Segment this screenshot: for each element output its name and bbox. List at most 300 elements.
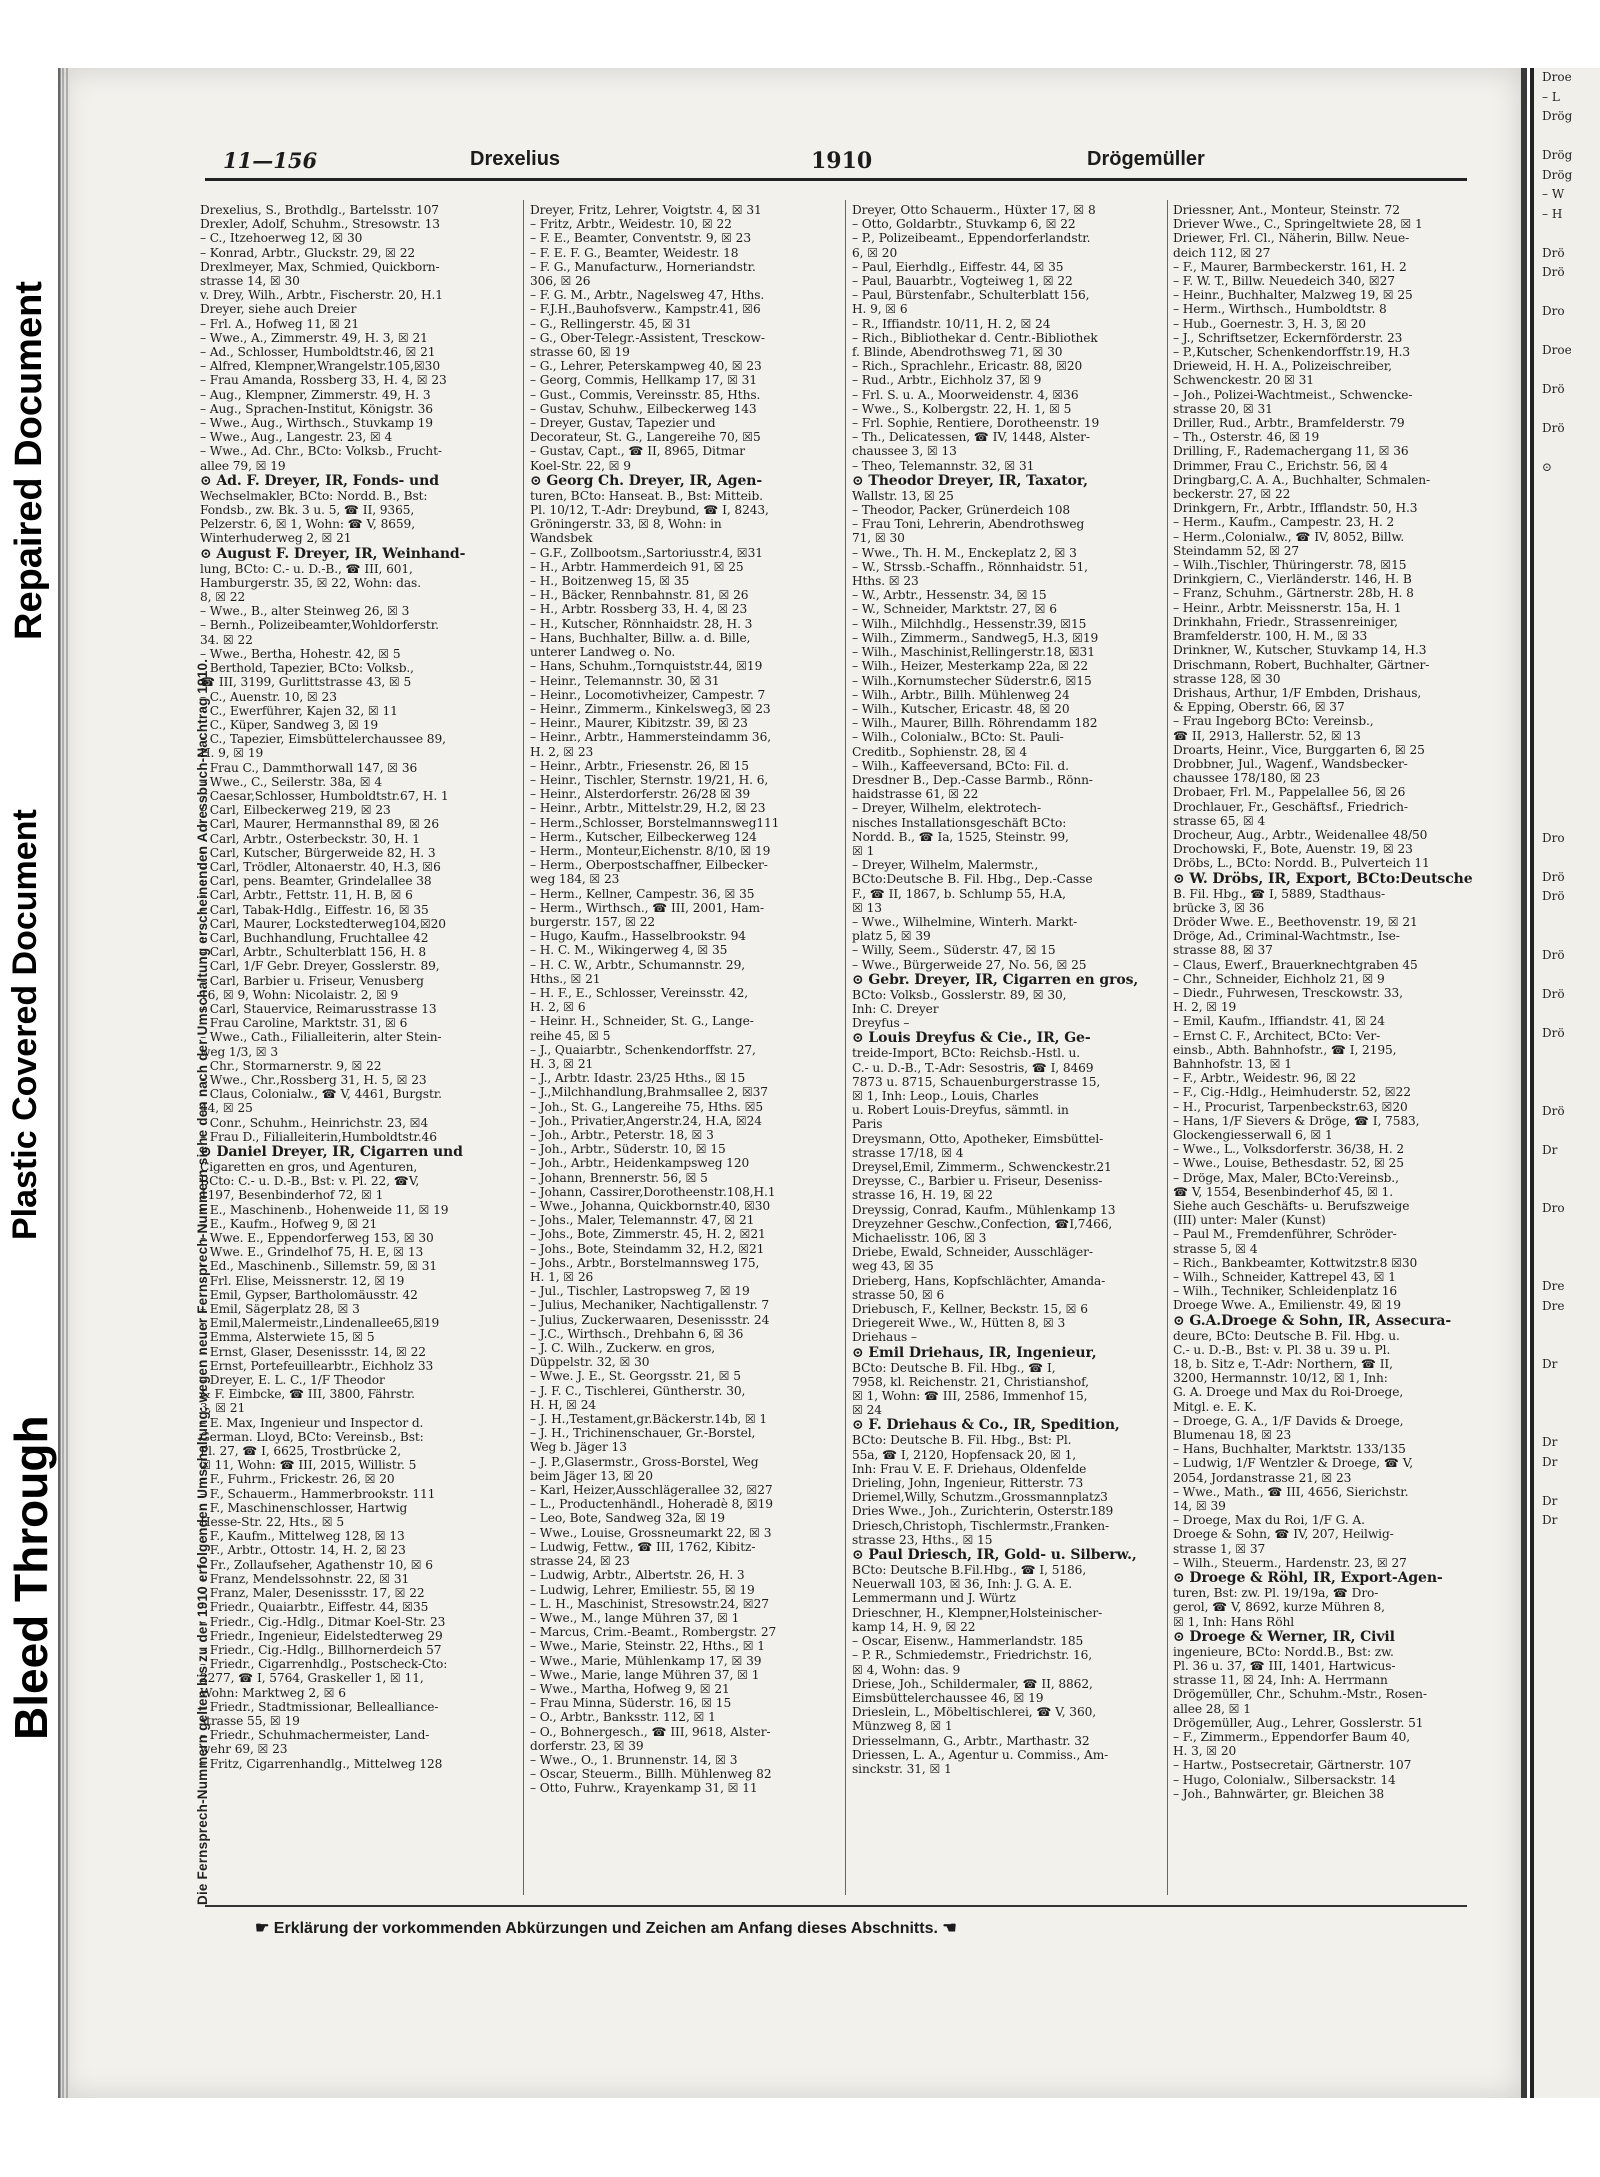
directory-entry-line: – O., Arbtr., Banksstr. 112, ☒ 1 bbox=[530, 1710, 716, 1725]
column-4 bbox=[1173, 203, 1473, 1903]
directory-entry-line: Driese, Joh., Schildermaler, ☎ II, 8862, bbox=[852, 1676, 1093, 1691]
directory-entry-line: & Epping, Oberstr. 66, ☒ 37 bbox=[1173, 700, 1345, 715]
directory-entry-line: – H., Boitzenweg 15, ☒ 35 bbox=[530, 574, 690, 589]
adjacent-page-fragment bbox=[1534, 1706, 1600, 1726]
directory-entry-line: – J. H., Trichinenschauer, Gr.-Borstel, bbox=[530, 1426, 756, 1441]
directory-entry-line: BCto: Volksb., Gosslerstr. 89, ☒ 30, bbox=[852, 987, 1067, 1002]
directory-entry-line: – Ludwig, Lehrer, Emiliestr. 55, ☒ 19 bbox=[530, 1582, 755, 1597]
directory-entry-line: – Joh., Arbtr., Süderstr. 10, ☒ 15 bbox=[530, 1142, 726, 1157]
adjacent-page-fragment: Dr bbox=[1542, 1454, 1558, 1469]
directory-entry-line: Driemel,Willy, Schutzm.,Grossmannplatz3 bbox=[852, 1490, 1108, 1505]
directory-entry-line: – G.F., Zollbootsm.,Sartoriusstr.4, ☒31 bbox=[530, 545, 763, 560]
directory-entry-line: – P.,Kutscher, Schenkendorffstr.19, H.3 bbox=[1173, 345, 1411, 360]
directory-entry-line: – L. H., Maschinist, Stresowstr.24, ☒27 bbox=[530, 1596, 769, 1611]
directory-entry-line: BCto: C.- u. D.-B., Bst: v. Pl. 22, ☎V, bbox=[200, 1174, 420, 1189]
directory-entry-line: – Emma, Alsterwiete 15, ☒ 5 bbox=[200, 1330, 375, 1345]
adjacent-page-fragment bbox=[1534, 1667, 1600, 1687]
directory-entry-line: – Th., Delicatessen, ☎ IV, 1448, Alster- bbox=[852, 430, 1090, 445]
adjacent-page-fragment bbox=[1534, 2077, 1600, 2097]
directory-entry-line: gerol, ☎ V, 8692, kurze Mühren 8, bbox=[1173, 1600, 1385, 1615]
adjacent-page-fragment: Drö bbox=[1542, 869, 1565, 884]
directory-entry-line: – J. H.,Testament,gr.Bäckerstr.14b, ☒ 1 bbox=[530, 1412, 768, 1427]
directory-entry-line: – F., Fuhrm., Frickestr. 26, ☒ 20 bbox=[200, 1472, 395, 1487]
directory-entry-line: – Wilh., Milchhdlg., Hessenstr.39, ☒15 bbox=[852, 616, 1087, 631]
directory-entry-line: Gröningerstr. 33, ☒ 8, Wohn: in bbox=[530, 517, 722, 532]
directory-entry-line: – Joh., Bahnwärter, gr. Bleichen 38 bbox=[1173, 1786, 1385, 1801]
adjacent-page-fragment bbox=[1534, 692, 1600, 712]
directory-entry-line: – Friedr., Stadtmissionar, Bellealliance- bbox=[200, 1699, 439, 1714]
directory-entry-line: – Wwe. E., Grindelhof 75, H. E, ☒ 13 bbox=[200, 1245, 424, 1260]
directory-entry-line: – Wwe., Chr.,Rossberg 31, H. 5, ☒ 23 bbox=[200, 1072, 427, 1087]
adjacent-page-fragment: Drö bbox=[1542, 1103, 1565, 1118]
directory-entry-line: lung, BCto: C.- u. D.-B., ☎ III, 601, bbox=[200, 561, 413, 576]
adjacent-page-fragment bbox=[1534, 1765, 1600, 1785]
directory-entry-line: – Wwe., Louise, Bethesdastr. 52, ☒ 25 bbox=[1173, 1156, 1404, 1171]
directory-entry-line: 44, ☒ 25 bbox=[200, 1101, 253, 1116]
directory-entry-line: – Wwe., Louise, Grossneumarkt 22, ☒ 3 bbox=[530, 1525, 772, 1540]
directory-entry-line: ⊙ F. Driehaus & Co., IR, Spedition, bbox=[852, 1417, 1120, 1434]
directory-entry-line: – Friedr., Cig.-Hdlg., Ditmar Koel-Str. 23 bbox=[200, 1614, 446, 1629]
directory-entry-line: Glockengiesserwall 6, ☒ 1 bbox=[1173, 1128, 1333, 1142]
directory-entry-line: – Wwe., Aug., Wirthsch., Stuvkamp 19 bbox=[200, 416, 433, 431]
directory-entry-line: – Wilh., Kutscher, Ericastr. 48, ☒ 20 bbox=[852, 701, 1070, 716]
adjacent-page-fragment bbox=[1534, 751, 1600, 771]
directory-entry-line: Driesselmann, G., Arbtr., Marthastr. 32 bbox=[852, 1733, 1090, 1748]
adjacent-page-fragment bbox=[1534, 1160, 1600, 1180]
adjacent-page-fragment bbox=[1534, 1648, 1600, 1668]
directory-entry-line: – Hugo, Kaufm., Hasselbrookstr. 94 bbox=[530, 929, 746, 944]
directory-entry-line: – Heinr., Tischler, Sternstr. 19/21, H. 6, bbox=[530, 772, 769, 787]
adjacent-page-fragment: – L bbox=[1542, 89, 1560, 104]
directory-entry-line: – Johann, Brennerstr. 56, ☒ 5 bbox=[530, 1170, 708, 1185]
directory-entry-line: Drischmann, Robert, Buchhalter, Gärtner- bbox=[1173, 657, 1430, 672]
adjacent-page-fragment bbox=[1534, 536, 1600, 556]
directory-entry-line: – J. F. C., Tischlerei, Güntherstr. 30, bbox=[530, 1383, 746, 1398]
directory-entry-line: – Dreyer, E. L. C., 1/F Theodor bbox=[200, 1373, 385, 1388]
adjacent-page-fragment bbox=[1534, 712, 1600, 732]
directory-entry-line: Drieweid, H. H. A., Polizeischreiber, bbox=[1173, 359, 1392, 374]
directory-entry-line: Schwenckestr. 20 ☒ 31 bbox=[1173, 373, 1314, 388]
directory-entry-line: – Rich., Sprachlehr., Ericastr. 88, ☒20 bbox=[852, 359, 1083, 374]
directory-entry-line: ☒ 1, Inh: Leop., Louis, Charles bbox=[852, 1088, 1039, 1103]
directory-entry-line: – F., Cig.-Hdlg., Heimhuderstr. 52, ☒22 bbox=[1173, 1085, 1411, 1100]
directory-entry-line: Dreysel,Emil, Zimmerm., Schwenckestr.21 bbox=[852, 1160, 1112, 1174]
directory-entry-line: – Dreyer, Wilhelm, elektrotech- bbox=[852, 801, 1042, 816]
adjacent-page-fragment bbox=[1534, 790, 1600, 810]
directory-entry-line: sinckstr. 31, ☒ 1 bbox=[852, 1761, 952, 1776]
directory-entry-line: – H., Arbtr. Rossberg 33, H. 4, ☒ 23 bbox=[530, 602, 748, 617]
adjacent-page-fragment: Drö bbox=[1542, 1025, 1565, 1040]
directory-entry-line: – Wwe., Bertha, Hohestr. 42, ☒ 5 bbox=[200, 646, 401, 661]
adjacent-page-fragment: Droe bbox=[1542, 343, 1572, 357]
directory-entry-line: Driewer, Frl. Cl., Näherin, Billw. Neue- bbox=[1173, 231, 1410, 246]
directory-entry-line: – Heinr. H., Schneider, St. G., Lange- bbox=[530, 1014, 754, 1029]
directory-entry-line: – Frl. S. u. A., Moorweidenstr. 4, ☒36 bbox=[852, 387, 1079, 402]
directory-entry-line: – Wwe., A., Zimmerstr. 49, H. 3, ☒ 21 bbox=[200, 330, 428, 345]
header-first-name: Drexelius bbox=[470, 148, 561, 170]
adjacent-page-fragment bbox=[1534, 224, 1600, 244]
directory-entry-line: Driever Wwe., C., Springeltwiete 28, ☒ 1 bbox=[1173, 217, 1423, 232]
directory-entry-line: burgerstr. 157, ☒ 22 bbox=[530, 914, 656, 929]
directory-entry-line: Drieschner, H., Klempner,Holsteinischer- bbox=[852, 1605, 1103, 1620]
directory-entry-line: – J., Quaiarbtr., Schenkendorffstr. 27, bbox=[530, 1042, 756, 1057]
directory-entry-line: – Carl, 1/F Gebr. Dreyer, Gosslerstr. 89, bbox=[200, 959, 440, 974]
directory-entry-line: – Herm.,Schlosser, Borstelmannsweg111 bbox=[530, 815, 780, 830]
adjacent-page-fragment bbox=[1534, 673, 1600, 693]
adjacent-page-fragment bbox=[1534, 2038, 1600, 2058]
directory-entry-line: – Ludwig, 1/F Wentzler & Droege, ☎ V, bbox=[1173, 1456, 1414, 1471]
column-divider bbox=[1167, 200, 1168, 1895]
directory-entry-line: – Carl, Buchhandlung, Fruchtallee 42 bbox=[200, 930, 429, 945]
directory-entry-line: – Theo, Telemannstr. 32, ☒ 31 bbox=[852, 458, 1035, 473]
directory-entry-line: – H. C. M., Wikingerweg 4, ☒ 35 bbox=[530, 943, 728, 958]
directory-entry-line: – Wilh., Colonialw., BCto: St. Pauli- bbox=[852, 730, 1064, 745]
directory-entry-line: Dreyzehner Geschw.,Confection, ☎I,7466, bbox=[852, 1216, 1113, 1231]
adjacent-page-fragment: Dr bbox=[1542, 1357, 1558, 1371]
directory-entry-line: – Emil, Sägerplatz 28, ☒ 3 bbox=[200, 1302, 360, 1317]
adjacent-page-fragment: – W bbox=[1542, 187, 1565, 201]
adjacent-page-fragment: Dr bbox=[1542, 1435, 1558, 1449]
directory-entry-line: – Emil, Kaufm., Iffiandstr. 41, ☒ 24 bbox=[1173, 1014, 1385, 1029]
directory-entry-line: – Herm., Wirthsch., Humboldtstr. 8 bbox=[1173, 302, 1387, 317]
adjacent-page-fragment bbox=[1534, 770, 1600, 790]
directory-entry-line: allee 79, ☒ 19 bbox=[200, 458, 286, 473]
directory-entry-line: – Wwe., Th. H. M., Enckeplatz 2, ☒ 3 bbox=[852, 545, 1077, 560]
directory-entry-line: f. Blinde, Abendrothsweg 71, ☒ 30 bbox=[852, 345, 1063, 360]
directory-entry-line: – Emil, Gypser, Bartholomäusstr. 42 bbox=[200, 1287, 418, 1302]
directory-entry-line: – Frau Ingeborg BCto: Vereinsb., bbox=[1173, 714, 1374, 729]
directory-entry-line: – Emil,Malermeistr.,Lindenallee65,☒19 bbox=[200, 1316, 440, 1331]
directory-entry-line: ⊙ Droege & Werner, IR, Civil bbox=[1173, 1628, 1395, 1645]
adjacent-page-fragment bbox=[1534, 400, 1600, 420]
directory-entry-line: 2277, ☎ I, 5764, Graskeller 1, ☒ 11, bbox=[200, 1671, 424, 1686]
column-3 bbox=[852, 203, 1162, 1903]
directory-entry-line: – J., Arbtr. Idastr. 23/25 Hths., ☒ 15 bbox=[530, 1071, 746, 1086]
header-rule bbox=[205, 178, 1467, 181]
directory-entry-line: – Wilh., Kaffeeversand, BCto: Fil. d. bbox=[852, 758, 1069, 773]
directory-entry-line: – Chr., Schneider, Eichholz 21, ☒ 9 bbox=[1173, 971, 1385, 986]
adjacent-page-fragment bbox=[1534, 1882, 1600, 1902]
directory-entry-line: strasse 65, ☒ 4 bbox=[1173, 813, 1266, 828]
directory-entry-line: (III) unter: Maler (Kunst) bbox=[1173, 1213, 1326, 1228]
adjacent-page-fragment: ⊙ bbox=[1542, 460, 1553, 474]
directory-entry-line: Weg b. Jäger 13 bbox=[530, 1440, 627, 1455]
directory-entry-line: – Joh., Polizei-Wachtmeist., Schwencke- bbox=[1173, 387, 1413, 402]
directory-entry-line: – J.C., Wirthsch., Drehbahn 6, ☒ 36 bbox=[530, 1326, 744, 1341]
directory-entry-line: Droarts, Heinr., Vice, Burggarten 6, ☒ 25 bbox=[1173, 742, 1425, 757]
directory-entry-line: – Carl, Arbtr., Osterbeckstr. 30, H. 1 bbox=[200, 831, 420, 846]
directory-entry-line: 1197, Besenbinderhof 72, ☒ 1 bbox=[200, 1188, 384, 1203]
directory-entry-line: 3200, Hermannstr. 10/12, ☒ 1, Inh: bbox=[1173, 1371, 1388, 1386]
adjacent-page-fragment bbox=[1534, 1550, 1600, 1570]
page-number: 11—156 bbox=[223, 148, 318, 173]
directory-entry-line: turen, Bst: zw. Pl. 19/19a, ☎ Dro- bbox=[1173, 1586, 1379, 1601]
directory-entry-line: Driehaus – bbox=[852, 1330, 917, 1345]
directory-entry-line: Drinkhahn, Friedr., Strassenreiniger, bbox=[1173, 614, 1398, 629]
directory-entry-line: – Herm., Kaufm., Campestr. 23, H. 2 bbox=[1173, 515, 1395, 530]
directory-entry-line: – F., Schauerm., Hammerbrookstr. 111 bbox=[200, 1486, 436, 1501]
directory-entry-line: – Rud., Arbtr., Eichholz 37, ☒ 9 bbox=[852, 373, 1042, 388]
adjacent-page-fragment bbox=[1534, 556, 1600, 576]
directory-entry-line: Hths. ☒ 23 bbox=[852, 574, 919, 589]
directory-entry-line: Inh: C. Dreyer bbox=[852, 1001, 939, 1016]
directory-entry-line: – G., Lehrer, Peterskampweg 40, ☒ 23 bbox=[530, 359, 762, 374]
adjacent-page-fragment bbox=[1534, 848, 1600, 868]
directory-entry-line: strasse 128, ☒ 30 bbox=[1173, 671, 1281, 686]
directory-entry-line: ☎ V, 1554, Besenbinderhof 45, ☒ 1. bbox=[1173, 1184, 1393, 1199]
directory-entry-line: 306, ☒ 26 bbox=[530, 274, 591, 289]
adjacent-page-fragment bbox=[1534, 595, 1600, 615]
directory-entry-line: – F., Kaufm., Mittelweg 128, ☒ 13 bbox=[200, 1529, 405, 1544]
adjacent-page-fragment bbox=[1534, 1375, 1600, 1395]
directory-entry-line: – Carl, pens. Beamter, Grindelallee 38 bbox=[200, 874, 432, 889]
column-divider bbox=[523, 200, 524, 1895]
directory-entry-line: – Wwe., Aug., Langestr. 23, ☒ 4 bbox=[200, 430, 393, 445]
directory-entry-line: – Wwe., Wilhelmine, Winterh. Markt- bbox=[852, 914, 1078, 929]
adjacent-page-fragment bbox=[1534, 478, 1600, 498]
adjacent-page-fragment bbox=[1534, 1531, 1600, 1551]
directory-entry-line: deich 112, ☒ 27 bbox=[1173, 245, 1271, 260]
directory-entry-line: – Hans, 1/F Sievers & Dröge, ☎ I, 7583, bbox=[1173, 1113, 1420, 1128]
directory-entry-line: – Konrad, Arbtr., Gluckstr. 29, ☒ 22 bbox=[200, 245, 416, 260]
directory-entry-line: Drexler, Adolf, Schuhm., Stresowstr. 13 bbox=[200, 217, 440, 232]
directory-entry-line: strasse 16, H. 19, ☒ 22 bbox=[852, 1188, 993, 1203]
directory-entry-line: Pelzerstr. 6, ☒ 1, Wohn: ☎ V, 8659, bbox=[200, 517, 415, 532]
directory-entry-line: – Wwe., Marie, Steinstr. 22, Hths., ☒ 1 bbox=[530, 1639, 765, 1654]
directory-entry-line: Dringbarg,C. A. A., Buchhalter, Schmalen- bbox=[1173, 472, 1430, 487]
directory-entry-line: Driebusch, F., Kellner, Beckstr. 15, ☒ 6 bbox=[852, 1302, 1088, 1317]
directory-entry-line: – Joh., Arbtr., Heidenkampsweg 120 bbox=[530, 1156, 750, 1171]
directory-entry-line: Michaelisstr. 106, ☒ 3 bbox=[852, 1231, 987, 1246]
directory-entry-line: – Claus, Colonialw., ☎ V, 4461, Burgstr. bbox=[200, 1087, 442, 1102]
adjacent-page-fragment: Dro bbox=[1542, 1201, 1565, 1215]
directory-entry-line: 2054, Jordanstrasse 21, ☒ 23 bbox=[1173, 1470, 1352, 1485]
adjacent-page-fragment bbox=[1534, 1979, 1600, 1999]
directory-entry-line: ⊙ Droege & Röhl, IR, Export-Agen- bbox=[1173, 1570, 1443, 1587]
adjacent-page-fragment: Drö bbox=[1542, 382, 1565, 396]
directory-entry-line: – Droege, G. A., 1/F Davids & Droege, bbox=[1173, 1413, 1404, 1428]
directory-entry-line: H. 3, ☒ 21 bbox=[530, 1056, 594, 1071]
directory-entry-line: strasse 55, ☒ 19 bbox=[200, 1713, 300, 1728]
directory-entry-line: – Joh., Privatier,Angerstr.24, H.A, ☒24 bbox=[530, 1113, 762, 1128]
directory-entry-line: – Herm.,Colonialw., ☎ IV, 8052, Billw. bbox=[1173, 529, 1405, 544]
directory-entry-line: Hesse-Str. 22, Hts., ☒ 5 bbox=[200, 1515, 344, 1530]
directory-entry-line: Eimsbüttelerchaussee 46, ☒ 19 bbox=[852, 1690, 1044, 1705]
directory-entry-line: – Oscar, Eisenw., Hammerlandstr. 185 bbox=[852, 1634, 1084, 1649]
directory-entry-line: Drinkner, W., Kutscher, Stuvkamp 14, H.3 bbox=[1173, 643, 1427, 658]
directory-entry-line: – Berthold, Tapezier, BCto: Volksb., bbox=[200, 661, 414, 676]
directory-entry-line: kamp 14, H. 9, ☒ 22 bbox=[852, 1619, 976, 1634]
adjacent-page-fragment bbox=[1534, 1960, 1600, 1980]
directory-entry-line: Driesch,Christoph, Tischlermstr.,Franken- bbox=[852, 1518, 1109, 1533]
directory-entry-line: 6, ☒ 20 bbox=[852, 245, 898, 260]
directory-entry-line: H. H, ☒ 24 bbox=[530, 1397, 597, 1412]
directory-entry-line: – Wilh., Zimmerm., Sandweg5, H.3, ☒19 bbox=[852, 630, 1099, 645]
directory-entry-line: ⊙ G.A.Droege & Sohn, IR, Assecura- bbox=[1173, 1312, 1452, 1329]
directory-entry-line: Drobaer, Frl. M., Pappelallee 56, ☒ 26 bbox=[1173, 785, 1406, 800]
directory-entry-line: – G., Ober-Telegr.-Assistent, Tresckow- bbox=[530, 330, 765, 345]
directory-entry-line: – Wilh., Schneider, Kattrepel 43, ☒ 1 bbox=[1173, 1270, 1396, 1285]
directory-entry-line: – Th., Osterstr. 46, ☒ 19 bbox=[1173, 430, 1320, 445]
directory-entry-line: – Fritz, Cigarrenhandlg., Mittelweg 128 bbox=[200, 1756, 443, 1771]
directory-entry-line: Drögemüller, Aug., Lehrer, Gosslerstr. 51 bbox=[1173, 1715, 1424, 1730]
directory-entry-line: Dreysmann, Otto, Apotheker, Eimsbüttel- bbox=[852, 1131, 1104, 1146]
directory-entry-line: – Leo, Bote, Sandweg 32a, ☒ 19 bbox=[530, 1511, 725, 1526]
directory-entry-line: beckerstr. 27, ☒ 22 bbox=[1173, 487, 1291, 502]
directory-entry-line: H. 9, ☒ 19 bbox=[200, 746, 264, 761]
directory-entry-line: ☒ 11, Wohn: ☎ III, 2015, Willistr. 5 bbox=[200, 1458, 417, 1473]
directory-entry-line: Mitgl. e. E. K. bbox=[1173, 1399, 1257, 1414]
directory-entry-line: Dreyer, siehe auch Dreier bbox=[200, 302, 357, 317]
adjacent-page-fragment bbox=[1534, 517, 1600, 537]
directory-entry-line: – Carl, Stauervice, Reimarusstrasse 13 bbox=[200, 1001, 437, 1016]
directory-entry-line: – Wwe., M., lange Mühren 37, ☒ 1 bbox=[530, 1610, 740, 1625]
directory-entry-line: – Friedr., Quaiarbtr., Eiffestr. 44, ☒35 bbox=[200, 1600, 429, 1615]
directory-entry-line: 3, ☒ 21 bbox=[200, 1401, 246, 1416]
directory-entry-line: H. 1, ☒ 26 bbox=[530, 1270, 594, 1285]
adjacent-page-fragment: Dr bbox=[1542, 1142, 1558, 1157]
directory-entry-line: – Alfred, Klempner,Wrangelstr.105,☒30 bbox=[200, 359, 440, 374]
directory-entry-line: – Frl. A., Hofweg 11, ☒ 21 bbox=[200, 316, 360, 331]
column-1 bbox=[200, 203, 518, 1903]
directory-entry-line: Steindamm 52, ☒ 27 bbox=[1173, 543, 1300, 558]
directory-entry-line: Driessner, Ant., Monteur, Steinstr. 72 bbox=[1173, 203, 1400, 217]
directory-entry-line: strasse 14, ☒ 30 bbox=[200, 274, 300, 289]
directory-entry-line: – Friedr., Ingenieur, Eidelstedterweg 29 bbox=[200, 1628, 443, 1643]
directory-entry-line: Drochowski, F., Bote, Auenstr. 19, ☒ 23 bbox=[1173, 842, 1413, 857]
directory-entry-line: – Frau Toni, Lehrerin, Abendrothsweg bbox=[852, 517, 1085, 532]
directory-entry-line: 7958, kl. Reichenstr. 21, Christianshof, bbox=[852, 1374, 1089, 1389]
directory-entry-line: – Gustav, Schuhw., Eilbeckerweg 143 bbox=[530, 401, 757, 416]
adjacent-page-fragment bbox=[1534, 1316, 1600, 1336]
directory-entry-line: allee 28, ☒ 1 bbox=[1173, 1701, 1251, 1716]
directory-entry-line: – Frau C., Dammthorwall 147, ☒ 36 bbox=[200, 760, 418, 775]
directory-entry-line: – Wilh.,Tischler, Thüringerstr. 78, ☒15 bbox=[1173, 558, 1407, 573]
directory-entry-line: Decorateur, St. G., Langereihe 70, ☒5 bbox=[530, 430, 761, 445]
adjacent-page-fragment bbox=[1534, 1082, 1600, 1102]
directory-entry-line: strasse 20, ☒ 31 bbox=[1173, 401, 1273, 416]
directory-entry-line: Dreyer, Fritz, Lehrer, Voigtstr. 4, ☒ 31 bbox=[530, 203, 762, 217]
adjacent-page-fragment bbox=[1534, 322, 1600, 342]
directory-entry-line: – Wilh.,Kornumstecher Süderstr.6, ☒15 bbox=[852, 673, 1092, 688]
directory-entry-line: BCto: Deutsche B. Fil. Hbg., ☎ I, bbox=[852, 1360, 1056, 1375]
directory-entry-line: – Wilh., Steuerm., Hardenstr. 23, ☒ 27 bbox=[1173, 1555, 1407, 1570]
directory-entry-line: – Heinr., Arbtr., Friesenstr. 26, ☒ 15 bbox=[530, 758, 749, 773]
directory-entry-line: Creditb., Sophienstr. 28, ☒ 4 bbox=[852, 744, 1027, 759]
adjacent-page-fragment bbox=[1534, 1414, 1600, 1434]
directory-entry-line: – Paul, Bürstenfabr., Schulterblatt 156, bbox=[852, 288, 1090, 303]
directory-entry-line: – Herm., Oberpostschaffner, Eilbecker- bbox=[530, 858, 768, 873]
directory-entry-line: – Chr., Stormarnerstr. 9, ☒ 22 bbox=[200, 1058, 382, 1073]
directory-entry-line: wehr 69, ☒ 23 bbox=[200, 1742, 288, 1757]
directory-entry-line: 14, ☒ 39 bbox=[1173, 1499, 1226, 1514]
directory-entry-line: – J.,Milchhandlung,Brahmsallee 2, ☒37 bbox=[530, 1085, 768, 1100]
directory-entry-line: & F. Eimbcke, ☎ III, 3800, Fährstr. bbox=[200, 1387, 415, 1402]
directory-entry-line: Drexlmeyer, Max, Schmied, Quickborn- bbox=[200, 259, 440, 274]
directory-entry-line: – Carl, Trödler, Altonaerstr. 40, H.3, ☒6 bbox=[200, 859, 441, 874]
directory-entry-line: – Hans, Schuhm.,Tornquiststr.44, ☒19 bbox=[530, 659, 763, 674]
adjacent-page-fragment: – H bbox=[1542, 206, 1563, 221]
directory-entry-line: strasse 11, ☒ 24, Inh: A. Herrmann bbox=[1173, 1673, 1388, 1688]
directory-entry-line: deure, BCto: Deutsche B. Fil. Hbg. u. bbox=[1173, 1328, 1400, 1343]
directory-entry-line: – L., Productenhändl., Hoheradè 8, ☒19 bbox=[530, 1497, 773, 1512]
directory-entry-line: – Wilh., Maschinist,Rellingerstr.18, ☒31 bbox=[852, 645, 1095, 660]
directory-entry-line: – Wwe., Marie, lange Mühren 37, ☒ 1 bbox=[530, 1667, 760, 1682]
directory-entry-line: H. 2, ☒ 19 bbox=[1173, 1000, 1237, 1015]
directory-entry-line: ⊙ Daniel Dreyer, IR, Cigarren und bbox=[200, 1144, 463, 1160]
directory-entry-line: – W., Schneider, Marktstr. 27, ☒ 6 bbox=[852, 602, 1057, 617]
directory-entry-line: Pl. 27, ☎ I, 6625, Trostbrücke 2, bbox=[200, 1444, 402, 1459]
adjacent-page-fragment bbox=[1534, 907, 1600, 927]
directory-entry-line: Droege & Sohn, ☎ IV, 207, Heilwig- bbox=[1173, 1527, 1394, 1542]
directory-entry-line: ⊙ Georg Ch. Dreyer, IR, Agen- bbox=[530, 472, 763, 489]
directory-entry-line: Drimmer, Frau C., Erichstr. 56, ☒ 4 bbox=[1173, 458, 1388, 473]
directory-entry-line: Bramfelderstr. 100, H. M., ☒ 33 bbox=[1173, 629, 1368, 644]
directory-entry-line: 18, b. Sitz e, T.-Adr: Northern, ☎ II, bbox=[1173, 1357, 1393, 1372]
adjacent-page-fragment bbox=[1534, 1043, 1600, 1063]
directory-entry-line: – E., Kaufm., Hofweg 9, ☒ 21 bbox=[200, 1216, 378, 1231]
directory-entry-line: – Hartw., Postsecretair, Gärtnerstr. 107 bbox=[1173, 1758, 1412, 1773]
directory-entry-line: Drinkgiern, C., Vierländerstr. 146, H. B bbox=[1173, 572, 1412, 587]
directory-entry-line: Driller, Rud., Arbtr., Bramfelderstr. 79 bbox=[1173, 416, 1405, 431]
directory-entry-line: – Ernst, Glaser, Desenissstr. 14, ☒ 22 bbox=[200, 1344, 426, 1359]
directory-entry-line: – Wwe. E., Eppendorferweg 153, ☒ 30 bbox=[200, 1231, 434, 1246]
directory-entry-line: beim Jäger 13, ☒ 20 bbox=[530, 1468, 653, 1483]
directory-entry-line: Hths., ☒ 21 bbox=[530, 971, 601, 986]
directory-entry-line: – Julius, Mechaniker, Nachtigallenstr. 7 bbox=[530, 1298, 770, 1313]
directory-entry-line: – Heinr., Arbtr., Hammersteindamm 36, bbox=[530, 730, 771, 745]
directory-entry-line: – H., Bäcker, Rennbahnstr. 81, ☒ 26 bbox=[530, 588, 749, 603]
directory-entry-line: Dreyer, Otto Schauerm., Hüxter 17, ☒ 8 bbox=[852, 203, 1096, 217]
directory-entry-line: – Herm., Wirthsch., ☎ III, 2001, Ham- bbox=[530, 900, 765, 915]
directory-entry-line: Drochlauer, Fr., Geschäftsf., Friedrich- bbox=[1173, 799, 1408, 814]
directory-entry-line: B. Fil. Hbg., ☎ I, 5889, Stadthaus- bbox=[1173, 886, 1385, 901]
adjacent-page-fragment bbox=[1534, 1570, 1600, 1590]
directory-entry-line: Winterhuderweg 2, ☒ 21 bbox=[200, 531, 352, 546]
directory-entry-line: – Wwe., C., Seilerstr. 38a, ☒ 4 bbox=[200, 774, 383, 789]
adjacent-page-fragment bbox=[1534, 575, 1600, 595]
footer-rule bbox=[205, 1905, 1467, 1907]
column-divider bbox=[845, 200, 846, 1895]
directory-entry-line: dorferstr. 23, ☒ 39 bbox=[530, 1738, 644, 1753]
directory-entry-line: – Wwe., Martha, Hofweg 9, ☒ 21 bbox=[530, 1681, 730, 1696]
adjacent-page-fragment: Drög bbox=[1542, 148, 1573, 162]
directory-entry-line: – Joh., Arbtr., Peterstr. 18, ☒ 3 bbox=[530, 1128, 714, 1142]
directory-entry-line: – Wilh., Maurer, Billh. Röhrendamm 182 bbox=[852, 716, 1098, 731]
directory-entry-line: – Claus, Ewerf., Brauerknechtgraben 45 bbox=[1173, 957, 1418, 972]
adjacent-page-fragment bbox=[1534, 1862, 1600, 1882]
stamp-sidebar bbox=[0, 0, 62, 2177]
directory-entry-line: haidstrasse 61, ☒ 22 bbox=[852, 787, 979, 802]
directory-entry-line: F., ☎ II, 1867, b. Schlump 55, H.A, bbox=[852, 886, 1066, 901]
directory-entry-line: 8, ☒ 22 bbox=[200, 590, 246, 605]
directory-entry-line: – Frau D., Filialleiterin,Humboldtstr.46 bbox=[200, 1129, 437, 1144]
plastic-covered-stamp: Plastic Covered Document bbox=[6, 809, 44, 1240]
directory-entry-line: – Otto, Goldarbtr., Stuvkamp 6, ☒ 22 bbox=[852, 217, 1076, 232]
adjacent-page-fragment: Dr bbox=[1542, 1513, 1558, 1527]
directory-entry-line: – Conr., Schuhm., Heinrichstr. 23, ☒4 bbox=[200, 1115, 429, 1130]
directory-entry-line: – Carl, Eilbeckerweg 219, ☒ 23 bbox=[200, 803, 391, 818]
directory-entry-line: – P. R., Schmiedemstr., Friedrichstr. 16, bbox=[852, 1648, 1093, 1663]
directory-entry-line: – Carl, Barbier u. Friseur, Venusberg bbox=[200, 973, 424, 988]
directory-entry-line: Fondsb., zw. Bk. 3 u. 5, ☎ II, 9365, bbox=[200, 503, 415, 518]
directory-entry-line: reihe 45, ☒ 5 bbox=[530, 1028, 611, 1043]
directory-entry-line: weg 1/3, ☒ 3 bbox=[200, 1044, 279, 1059]
directory-entry-line: – Dreyer, Wilhelm, Malermstr., bbox=[852, 858, 1039, 873]
directory-entry-line: strasse 50, ☒ 6 bbox=[852, 1287, 945, 1302]
directory-entry-line: BCto:Deutsche B. Fil. Hbg., Dep.-Casse bbox=[852, 872, 1093, 887]
directory-entry-line: – C., Küper, Sandweg 3, ☒ 19 bbox=[200, 717, 379, 732]
